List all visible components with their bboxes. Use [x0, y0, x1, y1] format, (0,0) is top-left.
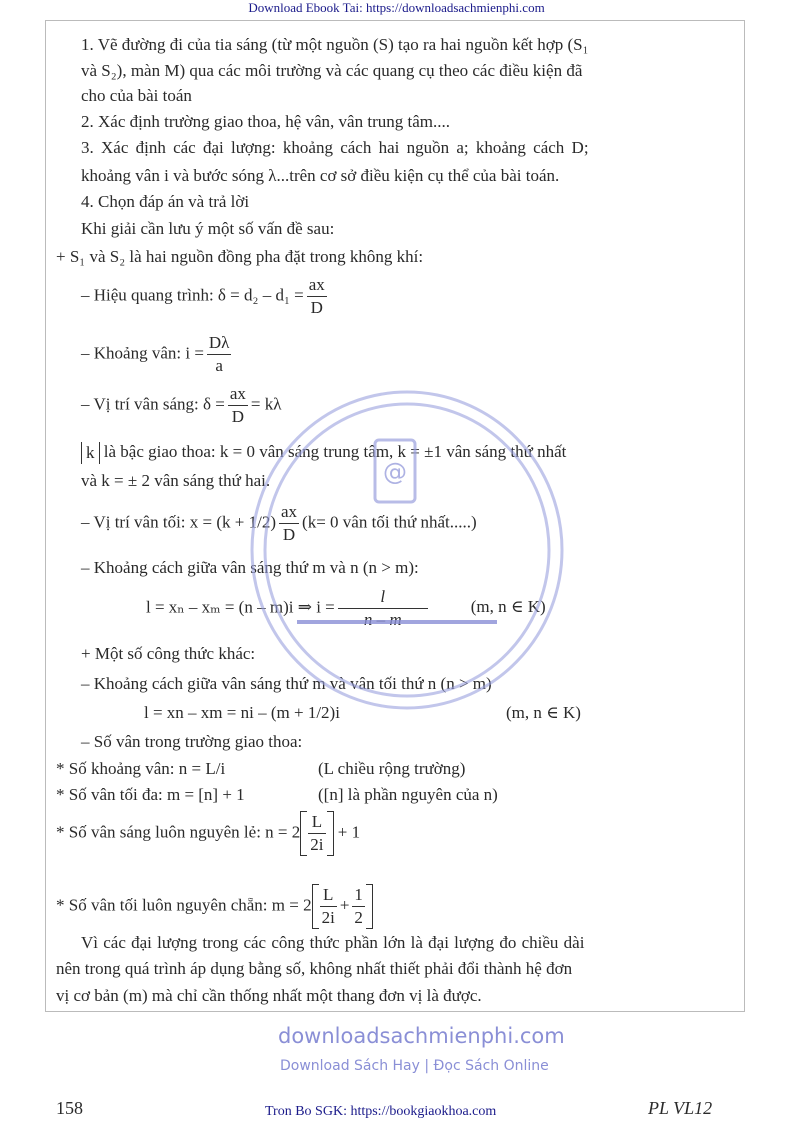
- watermark-site: downloadsachmienphi.com: [278, 1024, 565, 1048]
- text-line: – Khoảng cách giữa vân sáng thứ m và n (n > m):: [81, 558, 419, 577]
- formula-domain: (m, n ∈ K): [506, 703, 581, 722]
- text-line: vị cơ bản (m) mà chỉ cần thống nhất một thang đơn vị là được.: [56, 986, 482, 1005]
- text-line: – Số vân trong trường giao thoa:: [81, 732, 303, 751]
- footer-link[interactable]: Tron Bo SGK: https://bookgiaokhoa.com: [265, 1104, 497, 1119]
- text-line: 4. Chọn đáp án và trả lời: [81, 192, 250, 211]
- text-line: 2. Xác định trường giao thoa, hệ vân, vân trung tâm....: [81, 112, 450, 131]
- formula-path-difference: – Hiệu quang trình: δ = d₂ – d₁ = $\frac{ax}{D}$: [81, 275, 325, 317]
- text-line: Khi giải cần lưu ý một số vấn đề sau:: [81, 219, 335, 238]
- text-line: và k = ± 2 vân sáng thứ hai.: [81, 471, 271, 490]
- text-line: và S₂), màn M) qua các môi trường và các quang cụ theo các điều kiện đã: [81, 61, 583, 80]
- watermark-tagline: Download Sách Hay | Đọc Sách Online: [280, 1058, 549, 1074]
- page-number: 158: [56, 1098, 83, 1118]
- watermark-bar: [297, 620, 497, 624]
- formula-dark-count: * Số vân tối luôn nguyên chẵn: m = 2 $\frac{L}{2i}$ + $\frac{1}{2}$: [56, 884, 373, 929]
- formula-distance: l = xₙ – xₘ = (n – m)i ⇒ i = l (m, n ∈ K): [146, 587, 546, 617]
- formula-bright-position: – Vị trí vân sáng: δ = $\frac{ax}{D}$ = kλ: [81, 384, 282, 426]
- text-line: nên trong quá trình áp dụng bằng số, không nhất thiết phải đổi thành hệ đơn: [56, 959, 573, 978]
- text-line: 3. Xác định các đại lượng: khoảng cách hai nguồn a; khoảng cách D;: [81, 138, 589, 157]
- text-line: * Số khoảng vân: n = L/i: [56, 759, 226, 778]
- text-line: ([n] là phần nguyên của n): [318, 785, 498, 804]
- formula-distance-2: l = xn – xm = ni – (m + 1/2)i: [144, 703, 340, 722]
- text-line: + S₁ và S₂ là hai nguồn đồng pha đặt trong không khí:: [56, 247, 424, 266]
- formula-fringe-spacing: – Khoảng vân: i = $\frac{D\lambda}{a}$: [81, 333, 230, 375]
- header-link[interactable]: Download Ebook Tai: https://downloadsachmienphi.com: [248, 0, 545, 15]
- footer-code: PL VL12: [648, 1098, 713, 1118]
- text-line: khoảng vân i và bước sóng λ...trên cơ sở điều kiện cụ thể của bài toán.: [81, 166, 560, 185]
- text-line: cho của bài toán: [81, 86, 192, 105]
- text-line: 1. Vẽ đường đi của tia sáng (từ một nguồn (S) tạo ra hai nguồn kết hợp (S₁: [81, 35, 589, 54]
- text-line: k là bậc giao thoa: k = 0 vân sáng trung tâm, k = ±1 vân sáng thứ nhất: [81, 441, 566, 464]
- watermark-logo-icon: [245, 380, 570, 710]
- text-line: + Một số công thức khác:: [81, 644, 256, 663]
- text-line: – Khoảng cách giữa vân sáng thứ m và vân tối thứ n (n > m): [81, 674, 492, 693]
- text-line: Vì các đại lượng trong các công thức phần lớn là đại lượng đo chiều dài: [81, 933, 585, 952]
- formula-bright-count: * Số vân sáng luôn nguyên lẻ: n = 2 $\frac{L}{2i}$ + 1: [56, 812, 361, 854]
- text-line: * Số vân tối đa: m = [n] + 1: [56, 785, 245, 804]
- text-line: (L chiều rộng trường): [318, 759, 466, 778]
- svg-text:@: @: [383, 458, 407, 486]
- formula-dark-position: – Vị trí vân tối: x = (k + 1/2) $\frac{ax}{D}$ (k= 0 vân tối thứ nhất.....): [81, 502, 477, 544]
